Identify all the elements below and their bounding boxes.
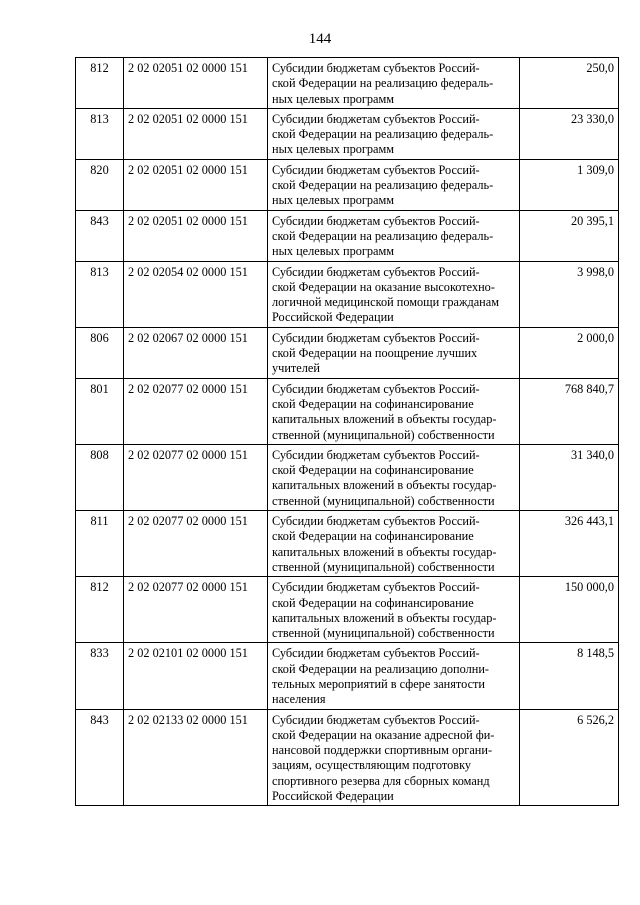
description-line: ственной (муниципальной) собственности: [272, 626, 495, 641]
description-line: ных целевых программ: [272, 142, 395, 157]
description-line: тельных мероприятий в сфере занятости: [272, 676, 485, 691]
description-line: ской Федерации на софинансирование: [272, 396, 474, 411]
table-row: [76, 210, 619, 261]
budget-classification-code-cell: 2 02 02077 02 0000 151: [124, 511, 268, 577]
administrator-code-cell: 801: [76, 378, 124, 444]
budget-classification-code-cell: 2 02 02051 02 0000 151: [124, 159, 268, 210]
description-line: Субсидии бюджетам субъектов Россий-: [272, 213, 480, 228]
description-line: ской Федерации на реализацию дополни-: [272, 661, 490, 676]
amount-cell: 8 148,5: [520, 643, 619, 709]
description-line: ственной (муниципальной) собственности: [272, 559, 495, 574]
amount-cell: 31 340,0: [520, 444, 619, 510]
description-line: ской Федерации на оказание высокотехно-: [272, 279, 495, 294]
description-cell: [268, 709, 520, 806]
table-row: [76, 261, 619, 327]
description-cell: [268, 378, 520, 444]
administrator-code-cell: 808: [76, 444, 124, 510]
budget-classification-code-cell: 2 02 02054 02 0000 151: [124, 261, 268, 327]
description-cell: [268, 327, 520, 378]
description-line: ской Федерации на реализацию федераль-: [272, 228, 494, 243]
table-row: [76, 108, 619, 159]
description-line: Субсидии бюджетам субъектов Россий-: [272, 381, 480, 396]
table-row: [76, 511, 619, 577]
description-cell: [268, 577, 520, 643]
description-line: учителей: [272, 361, 320, 376]
description-line: Субсидии бюджетам субъектов Россий-: [272, 162, 480, 177]
description-line: ных целевых программ: [272, 91, 395, 106]
budget-classification-code-cell: 2 02 02077 02 0000 151: [124, 444, 268, 510]
amount-cell: 2 000,0: [520, 327, 619, 378]
description-line: ской Федерации на реализацию федераль-: [272, 127, 494, 142]
amount-cell: 326 443,1: [520, 511, 619, 577]
budget-classification-code-cell: 2 02 02067 02 0000 151: [124, 327, 268, 378]
description-cell: [268, 108, 520, 159]
description-line: ственной (муниципальной) собственности: [272, 493, 495, 508]
description-line: Субсидии бюджетам субъектов Россий-: [272, 646, 480, 661]
description-line: Субсидии бюджетам субъектов Россий-: [272, 447, 480, 462]
description-line: Субсидии бюджетам субъектов Россий-: [272, 712, 480, 727]
description-line: зациям, осуществляющим подготовку: [272, 758, 472, 773]
description-line: Российской Федерации: [272, 789, 394, 804]
description-line: Субсидии бюджетам субъектов Россий-: [272, 514, 480, 529]
budget-classification-code-cell: 2 02 02101 02 0000 151: [124, 643, 268, 709]
table-body: [76, 58, 619, 806]
description-line: логичной медицинской помощи гражданам: [272, 295, 499, 310]
budget-classification-code-cell: 2 02 02051 02 0000 151: [124, 108, 268, 159]
description-line: нансовой поддержки спортивным органи-: [272, 743, 493, 758]
amount-cell: 6 526,2: [520, 709, 619, 806]
administrator-code-cell: 843: [76, 709, 124, 806]
description-line: Субсидии бюджетам субъектов Россий-: [272, 330, 480, 345]
description-line: ской Федерации на реализацию федераль-: [272, 178, 494, 193]
table-row: [76, 378, 619, 444]
description-cell: [268, 261, 520, 327]
description-line: ской Федерации на софинансирование: [272, 595, 474, 610]
description-line: ской Федерации на софинансирование: [272, 529, 474, 544]
administrator-code-cell: 843: [76, 210, 124, 261]
table-row: [76, 327, 619, 378]
amount-cell: 3 998,0: [520, 261, 619, 327]
description-line: населения: [272, 692, 326, 707]
administrator-code-cell: 812: [76, 58, 124, 109]
description-line: ных целевых программ: [272, 244, 395, 259]
table-row: [76, 643, 619, 709]
amount-cell: 20 395,1: [520, 210, 619, 261]
description-line: капитальных вложений в объекты государ-: [272, 478, 497, 493]
description-cell: [268, 511, 520, 577]
description-line: капитальных вложений в объекты государ-: [272, 412, 497, 427]
budget-classification-code-cell: 2 02 02051 02 0000 151: [124, 58, 268, 109]
amount-cell: 150 000,0: [520, 577, 619, 643]
budget-classification-code-cell: 2 02 02051 02 0000 151: [124, 210, 268, 261]
description-line: Субсидии бюджетам субъектов Россий-: [272, 264, 480, 279]
description-cell: [268, 159, 520, 210]
description-line: капитальных вложений в объекты государ-: [272, 610, 497, 625]
description-line: спортивного резерва для сборных команд: [272, 773, 490, 788]
description-line: капитальных вложений в объекты государ-: [272, 544, 497, 559]
description-line: ской Федерации на оказание адресной фи-: [272, 727, 495, 742]
description-line: ственной (муниципальной) собственности: [272, 427, 495, 442]
description-line: ской Федерации на софинансирование: [272, 463, 474, 478]
table-row: [76, 709, 619, 806]
administrator-code-cell: 812: [76, 577, 124, 643]
administrator-code-cell: 833: [76, 643, 124, 709]
description-line: Субсидии бюджетам субъектов Россий-: [272, 111, 480, 126]
table-row: [76, 58, 619, 109]
administrator-code-cell: 820: [76, 159, 124, 210]
administrator-code-cell: 806: [76, 327, 124, 378]
amount-cell: 1 309,0: [520, 159, 619, 210]
description-cell: [268, 210, 520, 261]
table-row: [76, 577, 619, 643]
description-line: ской Федерации на реализацию федераль-: [272, 76, 494, 91]
budget-classification-code-cell: 2 02 02077 02 0000 151: [124, 577, 268, 643]
amount-cell: 23 330,0: [520, 108, 619, 159]
budget-classification-code-cell: 2 02 02077 02 0000 151: [124, 378, 268, 444]
budget-subsidies-table: [75, 57, 619, 806]
description-line: ской Федерации на поощрение лучших: [272, 346, 478, 361]
table-row: [76, 444, 619, 510]
amount-cell: 768 840,7: [520, 378, 619, 444]
amount-cell: 250,0: [520, 58, 619, 109]
page-number: 144: [308, 31, 332, 47]
description-line: Субсидии бюджетам субъектов Россий-: [272, 580, 480, 595]
description-line: ных целевых программ: [272, 193, 395, 208]
administrator-code-cell: 813: [76, 261, 124, 327]
table-row: [76, 159, 619, 210]
description-line: Российской Федерации: [272, 310, 394, 325]
description-line: Субсидии бюджетам субъектов Россий-: [272, 61, 480, 75]
administrator-code-cell: 813: [76, 108, 124, 159]
description-cell: [268, 444, 520, 510]
description-cell: [268, 58, 520, 109]
administrator-code-cell: 811: [76, 511, 124, 577]
description-cell: [268, 643, 520, 709]
budget-classification-code-cell: 2 02 02133 02 0000 151: [124, 709, 268, 806]
